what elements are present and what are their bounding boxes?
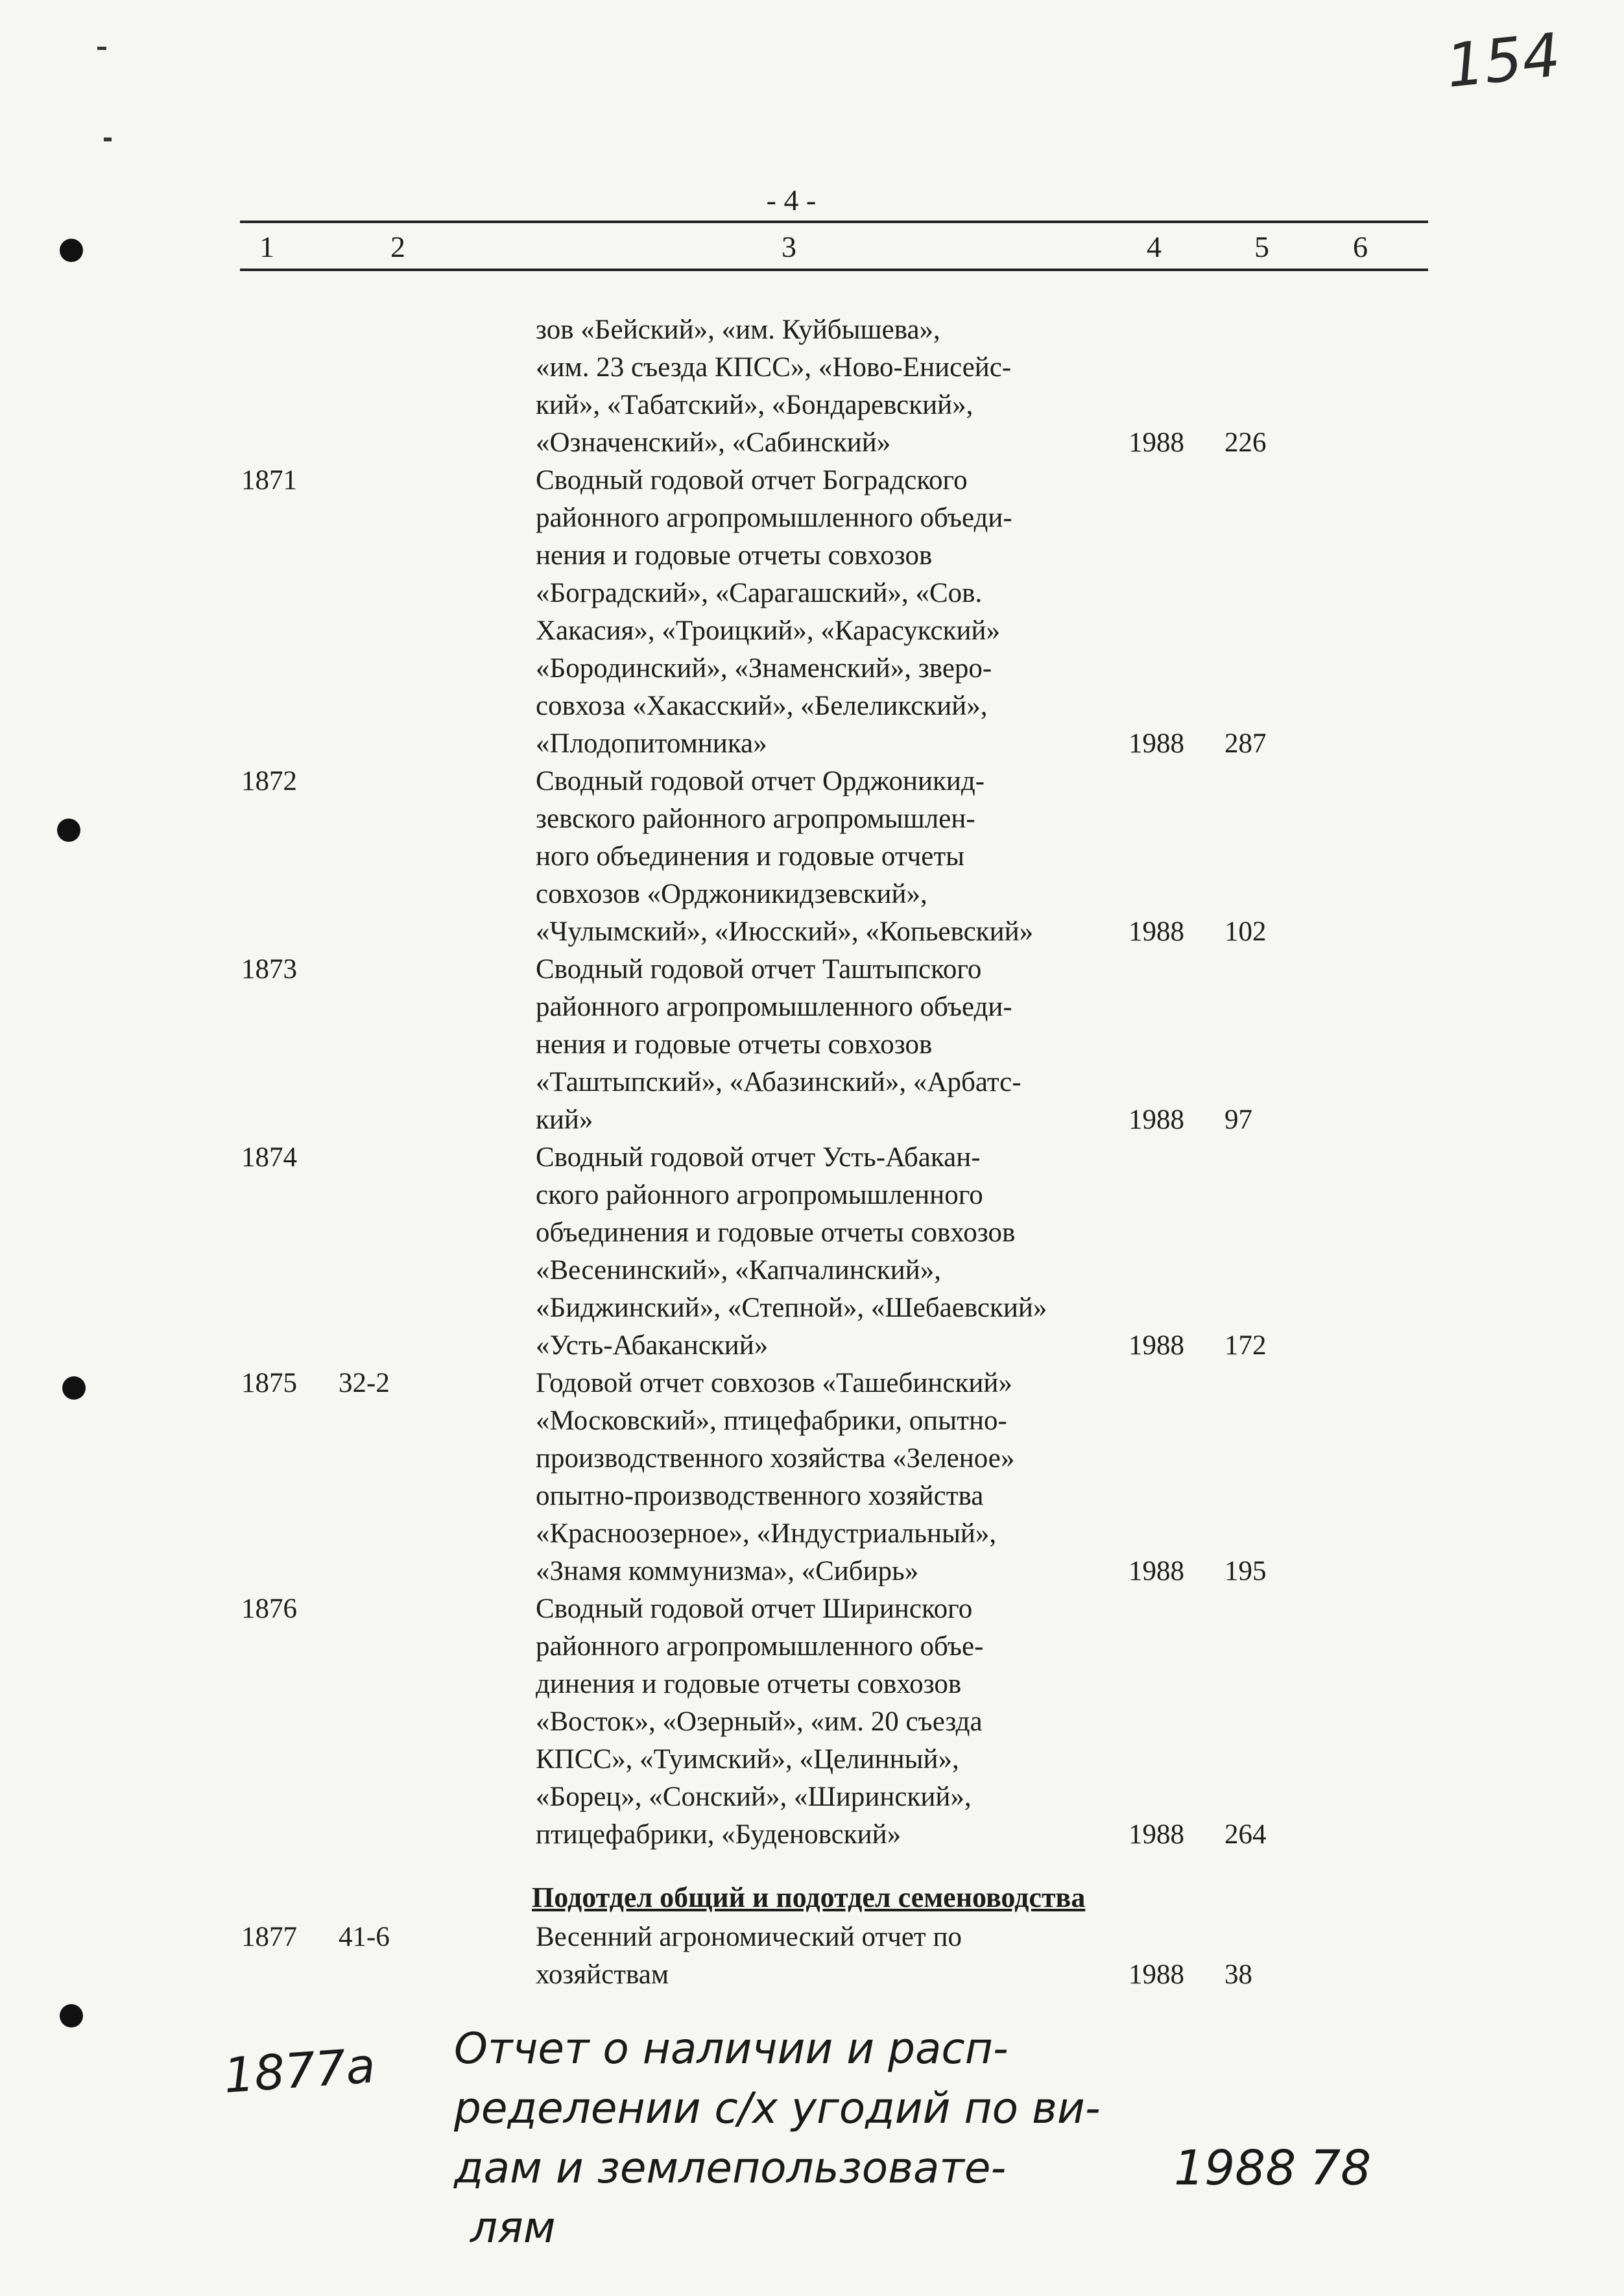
entry-number: 1876 — [241, 1594, 297, 1624]
entry-title-line: зов «Бейский», «им. Куйбышева», — [536, 315, 940, 345]
punch-hole — [60, 239, 83, 262]
punch-hole — [62, 1376, 86, 1400]
entry-title — [536, 951, 1158, 1139]
column-header-5: 5 — [1254, 230, 1269, 263]
entry-title-line: ного объединения и годовые отчеты — [536, 841, 965, 872]
entry-title-line: «Бородинский», «Знаменский», зверо- — [536, 653, 992, 684]
handwritten-title-line: лям — [470, 2203, 556, 2253]
entry-year: 1988 — [1128, 1556, 1184, 1586]
entry-title — [536, 462, 1158, 763]
entry-title-line: «Плодопитомника» — [536, 728, 767, 759]
entry-cipher: 41-6 — [339, 1922, 390, 1952]
entry-title — [536, 763, 1158, 951]
handwritten-entry-number: 1877а — [222, 2037, 377, 2105]
entry-sheet-count: 195 — [1224, 1556, 1267, 1586]
entry-title — [536, 1139, 1158, 1365]
entry-title-line: кий» — [536, 1105, 593, 1135]
entry-number: 1874 — [241, 1142, 297, 1173]
entry-title-line: КПСС», «Туимский», «Целинный», — [536, 1744, 959, 1775]
handwritten-year: 1988 — [1174, 2140, 1296, 2196]
entry-number: 1871 — [241, 465, 297, 496]
entry-title-line: Хакасия», «Троицкий», «Карасукский» — [536, 616, 1001, 646]
entry-title — [536, 1365, 1158, 1590]
entry-title-line: Сводный годовой отчет Орджоникид- — [536, 766, 985, 796]
entry-title-line: совхоза «Хакасский», «Белеликский», — [536, 691, 988, 721]
page-number: - 4 - — [766, 184, 817, 217]
entry-title-line: «Борец», «Сонский», «Ширинский», — [536, 1782, 972, 1812]
handwritten-title-line: ределении с/х угодий по ви- — [454, 2083, 1101, 2133]
entry-year: 1988 — [1128, 1819, 1184, 1850]
entry-title-line: нения и годовые отчеты совхозов — [536, 540, 933, 571]
entry-sheet-count: 172 — [1224, 1330, 1267, 1361]
entry-title-line: «Московский», птицефабрики, опытно- — [536, 1405, 1007, 1436]
entry-title-line: совхозов «Орджоникидзевский», — [536, 879, 927, 909]
folio-number: 154 — [1442, 20, 1564, 101]
entry-title-line: «Восток», «Озерный», «им. 20 съезда — [536, 1706, 983, 1737]
column-header-1: 1 — [259, 230, 274, 263]
entry-year: 1988 — [1128, 1959, 1184, 1990]
entry-title — [536, 1919, 1158, 1994]
entry-title — [536, 1590, 1158, 1854]
entry-title-line: «Таштыпский», «Абазинский», «Арбатс- — [536, 1067, 1021, 1097]
entry-title-line: объединения и годовые отчеты совхозов — [536, 1217, 1016, 1248]
entry-title-line: «Усть-Абаканский» — [536, 1330, 769, 1361]
handwritten-title-line: дам и землепользовате- — [454, 2143, 1007, 2193]
punch-hole — [60, 2004, 83, 2027]
entry-title-line: кий», «Табатский», «Бондаревский», — [536, 390, 973, 420]
entry-title-line: «Весенинский», «Капчалинский», — [536, 1255, 942, 1286]
entry-sheet-count: 264 — [1224, 1819, 1267, 1850]
punch-hole — [57, 819, 80, 842]
entry-title-line: нения и годовые отчеты совхозов — [536, 1029, 933, 1060]
entry-title-line: районного агропромышленного объеди- — [536, 503, 1012, 533]
entry-title-line: районного агропромышленного объе- — [536, 1631, 984, 1662]
entry-title-line: Годовой отчет совхозов «Ташебинский» — [536, 1368, 1012, 1398]
entry-year: 1988 — [1128, 916, 1184, 947]
entry-title-line: хозяйствам — [536, 1959, 669, 1990]
entry-year: 1988 — [1128, 1105, 1184, 1135]
entry-title-line: Весенний агрономический отчет по — [536, 1922, 962, 1952]
entry-title-line: «Знамя коммунизма», «Сибирь» — [536, 1556, 919, 1586]
entry-sheet-count: 38 — [1224, 1959, 1252, 1990]
handwritten-title-line: Отчет о наличии и расп- — [454, 2024, 1009, 2074]
entry-cipher: 32-2 — [339, 1368, 390, 1398]
scan-speck — [104, 138, 112, 141]
entry-title-line: «Красноозерное», «Индустриальный», — [536, 1518, 997, 1549]
column-header-3: 3 — [782, 230, 796, 263]
entry-sheet-count: 287 — [1224, 728, 1267, 759]
column-header-2: 2 — [390, 230, 405, 263]
entry-title-line: «Биджинский», «Степной», «Шебаевский» — [536, 1293, 1047, 1323]
entry-title-line: Сводный годовой отчет Ширинского — [536, 1594, 973, 1624]
column-header-4: 4 — [1147, 230, 1162, 263]
header-rule-top — [240, 221, 1428, 223]
entry-title-line: птицефабрики, «Буденовский» — [536, 1819, 902, 1850]
entry-title-line: производственного хозяйства «Зеленое» — [536, 1443, 1015, 1474]
entry-title — [536, 311, 1158, 462]
column-header-6: 6 — [1353, 230, 1368, 263]
entry-title-line: ского районного агропромышленного — [536, 1180, 983, 1210]
section-heading: Подотдел общий и подотдел семеноводства — [532, 1882, 1086, 1913]
entry-title-line: «им. 23 съезда КПСС», «Ново-Енисейс- — [536, 352, 1012, 383]
entry-title-line: Сводный годовой отчет Усть-Абакан- — [536, 1142, 981, 1173]
entry-number: 1872 — [241, 766, 297, 796]
entry-title-line: «Чулымский», «Июсский», «Копьевский» — [536, 916, 1034, 947]
entry-sheet-count: 102 — [1224, 916, 1267, 947]
entry-title-line: «Боградский», «Сарагашский», «Сов. — [536, 578, 983, 608]
entry-number: 1877 — [241, 1922, 297, 1952]
entry-title-line: динения и годовые отчеты совхозов — [536, 1669, 962, 1699]
header-rule-bottom — [240, 269, 1428, 271]
entry-year: 1988 — [1128, 728, 1184, 759]
entry-title-line: Сводный годовой отчет Боградского — [536, 465, 968, 496]
entry-title-line: «Означенский», «Сабинский» — [536, 427, 891, 458]
entry-sheet-count: 97 — [1224, 1105, 1252, 1135]
entry-title-line: зевского районного агропромышлен- — [536, 804, 975, 834]
entry-number: 1875 — [241, 1368, 297, 1398]
entry-year: 1988 — [1128, 427, 1184, 458]
entry-sheet-count: 226 — [1224, 427, 1267, 458]
scan-speck — [97, 47, 106, 50]
entry-title-line: районного агропромышленного объеди- — [536, 992, 1012, 1022]
entry-number: 1873 — [241, 954, 297, 985]
entry-year: 1988 — [1128, 1330, 1184, 1361]
entry-title-line: Сводный годовой отчет Таштыпского — [536, 954, 982, 985]
entry-title-line: опытно-производственного хозяйства — [536, 1481, 984, 1511]
handwritten-sheet-count: 78 — [1310, 2140, 1372, 2196]
